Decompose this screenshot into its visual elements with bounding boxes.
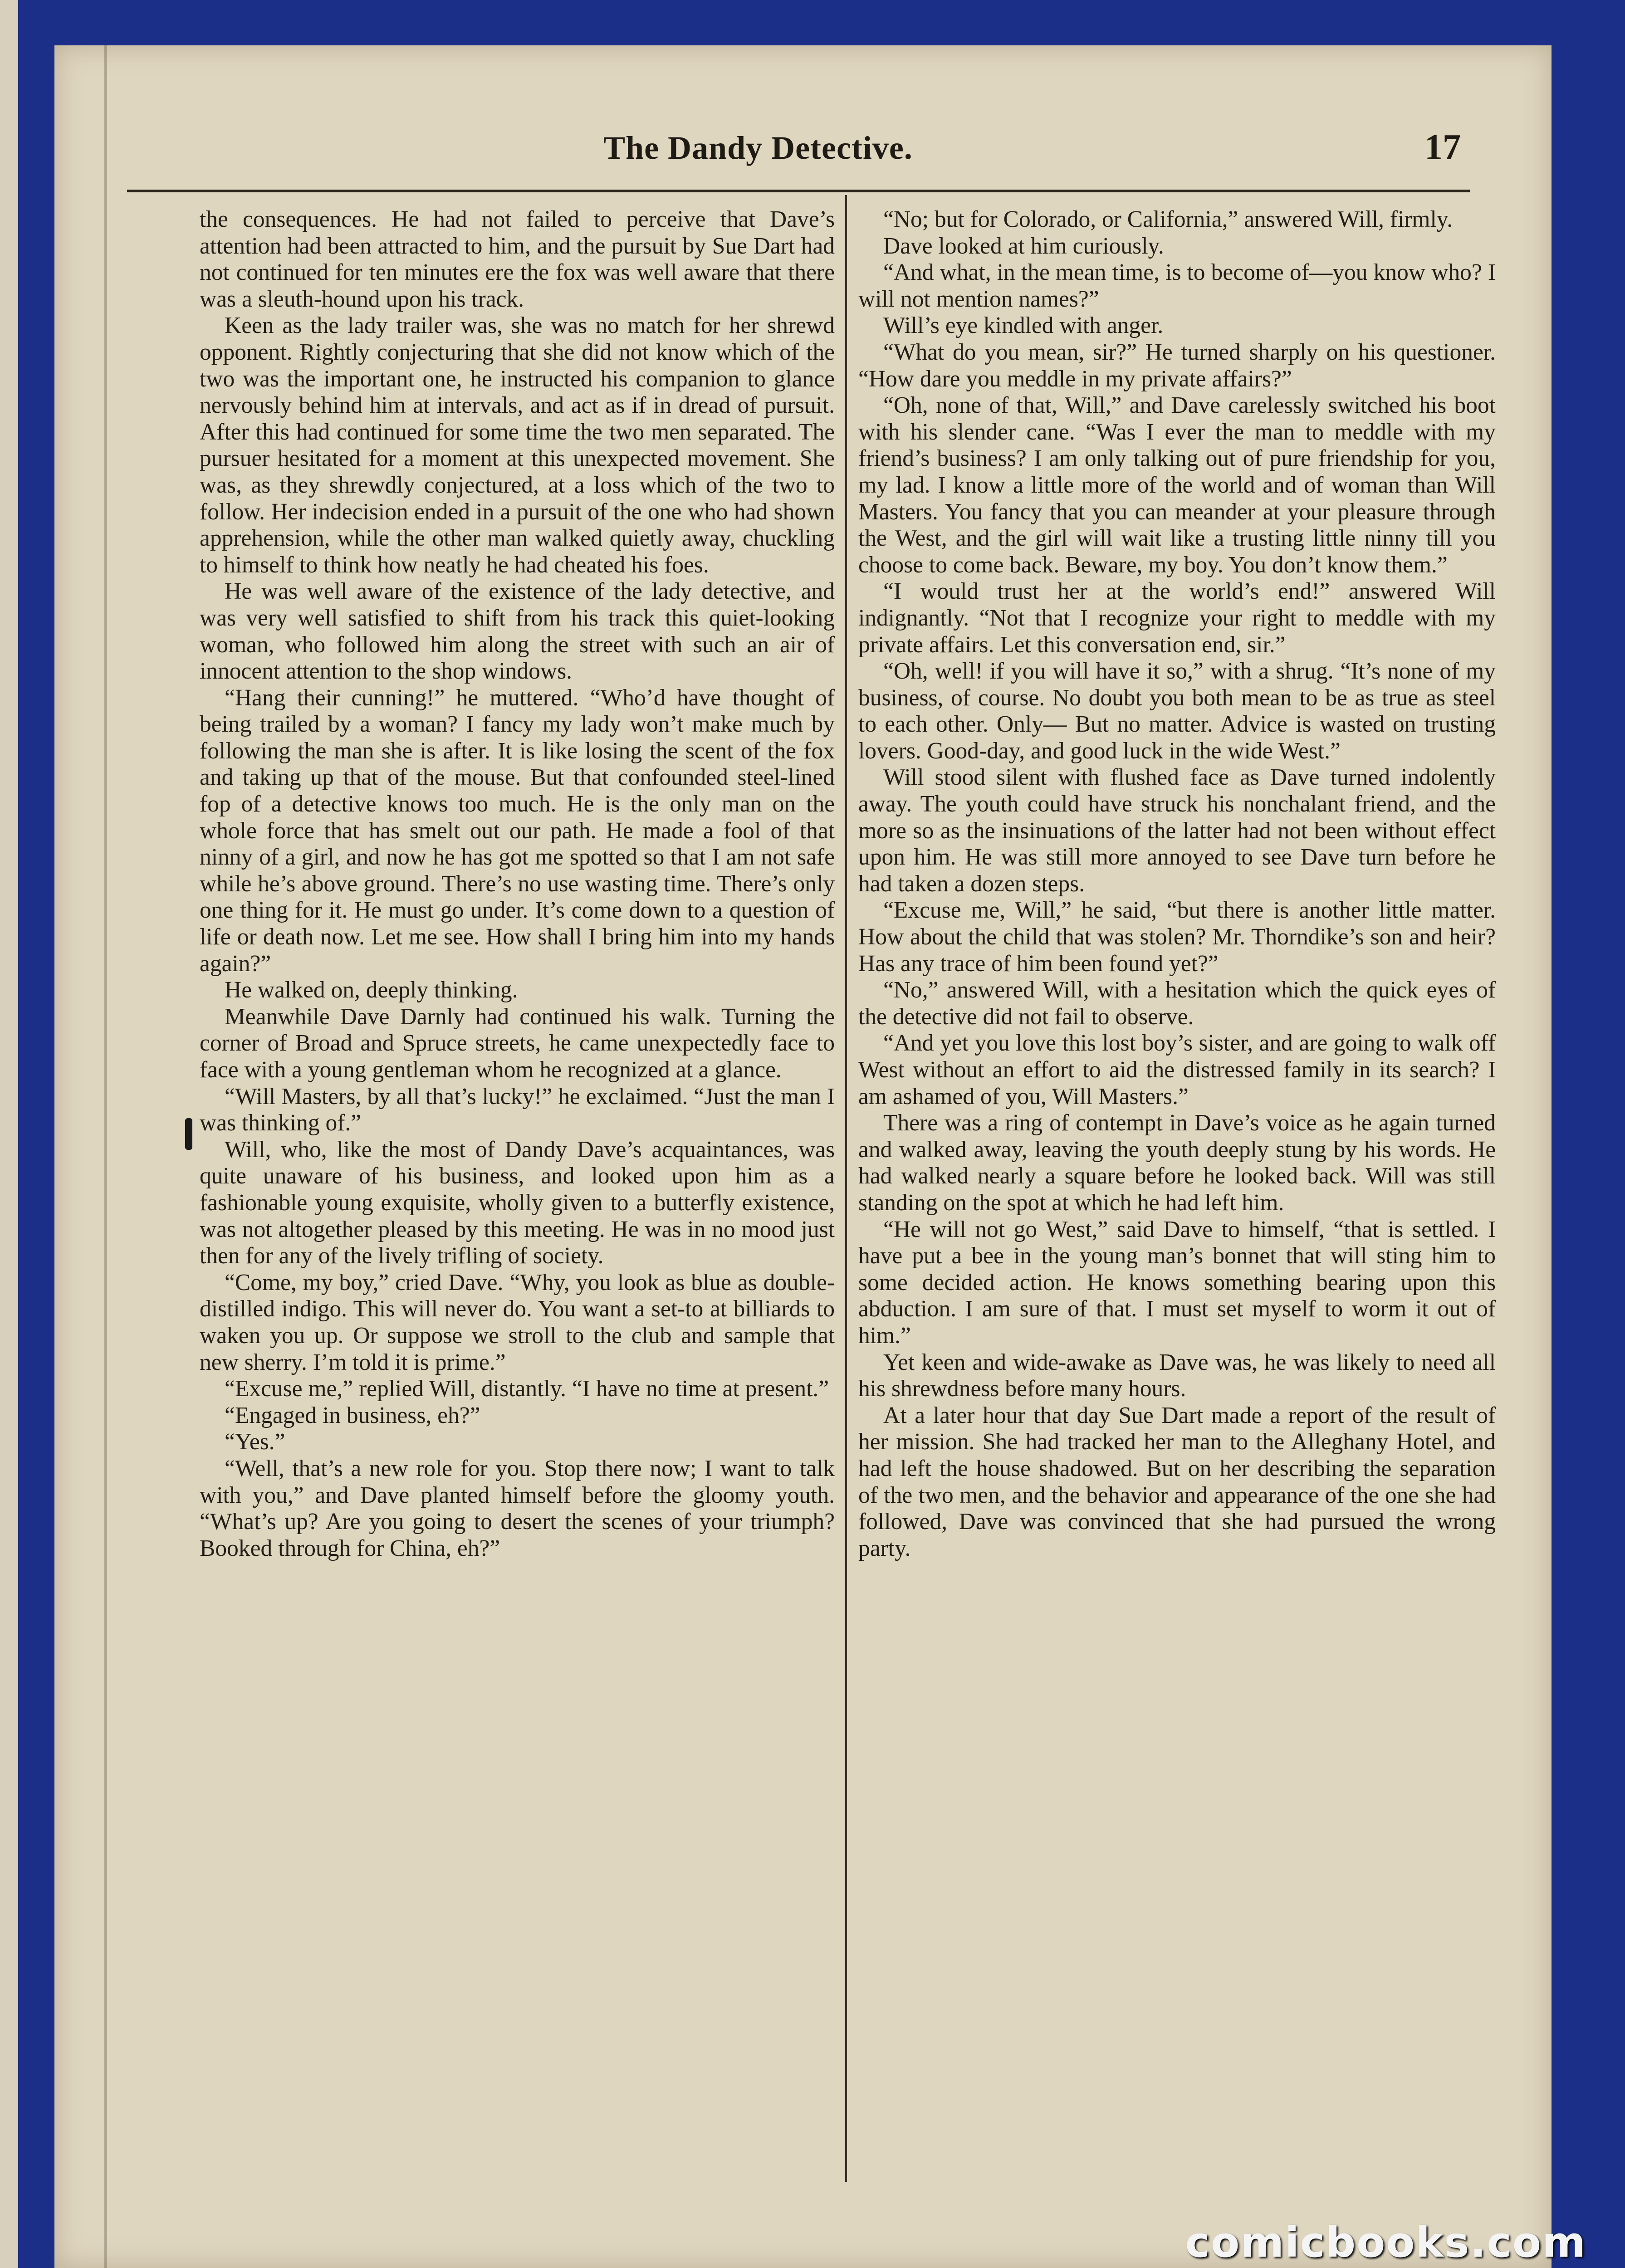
paragraph: “He will not go West,” said Dave to himself, “that is settled. I have put a bee in the young man’s bonnet that will sting him to some decided action. He knows something bearing upon this abduction. I am sure of that. I must set myself to worm it out of him.” [858, 1216, 1496, 1349]
paragraph: “Excuse me, Will,” he said, “but there is another little matter. How about the child that was stolen? Mr. Thorndike’s son and heir? Has any trace of him been found yet?” [858, 897, 1496, 977]
paragraph: “I would trust her at the world’s end!” answered Will indignantly. “Not that I recognize your right to meddle with my private affairs. Let this conversation end, sir.” [858, 578, 1496, 658]
paragraph: “What do you mean, sir?” He turned sharply on his questioner. “How dare you meddle in my private affairs?” [858, 339, 1496, 392]
left-page-edge [0, 0, 18, 2268]
page-number: 17 [1424, 127, 1461, 167]
watermark: comicbooks.com [1185, 2218, 1586, 2267]
paragraph: Will, who, like the most of Dandy Dave’s acquaintances, was quite unaware of his business, and looked upon him as a fashionable young exquisite, wholly given to a butterfly existence, was not altogether pleased by this meeting. He was in no mood just then for any of the lively trifling of society. [200, 1136, 835, 1269]
paragraph: the consequences. He had not failed to perceive that Dave’s attention had been attracted to him, and the pursuit by Sue Dart had not continued for ten minutes ere the fox was well aware that there was a sleuth-hound upon his track. [200, 206, 835, 312]
right-column [858, 206, 1496, 2184]
header-rule [127, 190, 1470, 194]
paragraph: Dave looked at him curiously. [883, 233, 1164, 259]
ink-blot [185, 1118, 192, 1150]
column-divider [845, 195, 847, 2182]
paragraph: “Engaged in business, eh?” [225, 1402, 480, 1428]
left-column [200, 206, 835, 2184]
page-gutter-shadow [104, 45, 107, 2268]
paragraph: “And what, in the mean time, is to become of—you know who? I will not mention names?” [858, 259, 1496, 312]
page-header [127, 129, 1470, 188]
paragraph: Will stood silent with flushed face as Dave turned indolently away. The youth could have struck his nonchalant friend, and the more so as the insinuations of the latter had not been without effect upon him. He was still more annoyed to see Dave turn before he had taken a dozen steps. [858, 764, 1496, 897]
paragraph: “Will Masters, by all that’s lucky!” he exclaimed. “Just the man I was thinking of.” [200, 1083, 835, 1136]
paragraph: At a later hour that day Sue Dart made a report of the result of her mission. She had tracked her man to the Alleghany Hotel, and had left the house shadowed. But on her describing the separation of the two men, and the behavior and appearance of the one she had followed, Dave was convinced that she had pursued the wrong party. [858, 1402, 1496, 1561]
paragraph: Yet keen and wide-awake as Dave was, he was likely to need all his shrewdness before many hours. [858, 1349, 1496, 1402]
paragraph: Keen as the lady trailer was, she was no match for her shrewd opponent. Rightly conjecturing that she did not know which of the two was the important one, he instructed his companion to glance nervously behind him at intervals, and act as if in dread of pursuit. After this had continued for some time the two men separated. The pursuer hesitated for a moment at this unexpected movement. She was, as they shrewdly conjectured, at a loss which of the two to follow. Her indecision ended in a pursuit of the one who had shown apprehension, while the other man walked quietly away, chuckling to himself to think how neatly he had cheated his foes. [200, 313, 835, 578]
paragraph: “Come, my boy,” cried Dave. “Why, you look as blue as double-distilled indigo. This will never do. You want a set-to at billiards to waken you up. Or suppose we stroll to the club and sample that new sherry. I’m told it is prime.” [200, 1269, 835, 1375]
paragraph: “No; but for Colorado, or California,” answered Will, firmly. [883, 206, 1453, 232]
paragraph: “No,” answered Will, with a hesitation which the quick eyes of the detective did not fail to observe. [858, 977, 1496, 1030]
paragraph: Will’s eye kindled with anger. [883, 313, 1164, 339]
paragraph: “Yes.” [225, 1429, 285, 1455]
running-title: The Dandy Detective. [603, 130, 913, 166]
paragraph: He was well aware of the existence of the lady detective, and was very well satisfied to shift from his track this quiet-looking woman, who followed him along the street with such an air of innocent attention to the shop windows. [200, 578, 835, 684]
paragraph: “Oh, well! if you will have it so,” with a shrug. “It’s none of my business, of course. No doubt you both mean to be as true as steel to each other. Only— But no matter. Advice is wasted on trusting lovers. Good-day, and good luck in the wide West.” [858, 658, 1496, 764]
paragraph: “Hang their cunning!” he muttered. “Who’d have thought of being trailed by a woman? I fancy my lady won’t make much by following the man she is after. It is like losing the scent of the fox and taking up that of the mouse. But that confounded steel-lined fop of a detective knows too much. He is the only man on the whole force that has smelt out our path. He made a fool of that ninny of a girl, and now he has got me spotted so that I am not safe while he’s above ground. There’s no use wasting time. There’s only one thing for it. He must go under. It’s come down to a question of life or death now. Let me see. How shall I bring him into my hands again?” [200, 684, 835, 977]
paragraph: “Oh, none of that, Will,” and Dave carelessly switched his boot with his slender cane. “Was I ever the man to meddle with my friend’s business? I am only talking out of pure friendship for you, my lad. I know a little more of the world and of woman than Will Masters. You fancy that you can meander at your pleasure through the West, and the girl will wait like a trusting little ninny till you choose to come back. Beware, my boy. You don’t know them.” [858, 392, 1496, 578]
paragraph: Meanwhile Dave Darnly had continued his walk. Turning the corner of Broad and Spruce streets, he came unexpectedly face to face with a young gentleman whom he recognized at a glance. [200, 1003, 835, 1083]
paragraph: “Excuse me,” replied Will, distantly. “I have no time at present.” [225, 1376, 829, 1402]
paragraph: “And yet you love this lost boy’s sister, and are going to walk off West without an effort to aid the distressed family in its search? I am ashamed of you, Will Masters.” [858, 1030, 1496, 1110]
paragraph: “Well, that’s a new role for you. Stop there now; I want to talk with you,” and Dave planted himself before the gloomy youth. “What’s up? Are you going to desert the scenes of your triumph? Booked through for China, eh?” [200, 1455, 835, 1561]
paragraph: He walked on, deeply thinking. [225, 977, 518, 1003]
paragraph: There was a ring of contempt in Dave’s voice as he again turned and walked away, leaving the youth deeply stung by his words. He had walked nearly a square before he looked back. Will was still standing on the spot at which he had left him. [858, 1110, 1496, 1216]
